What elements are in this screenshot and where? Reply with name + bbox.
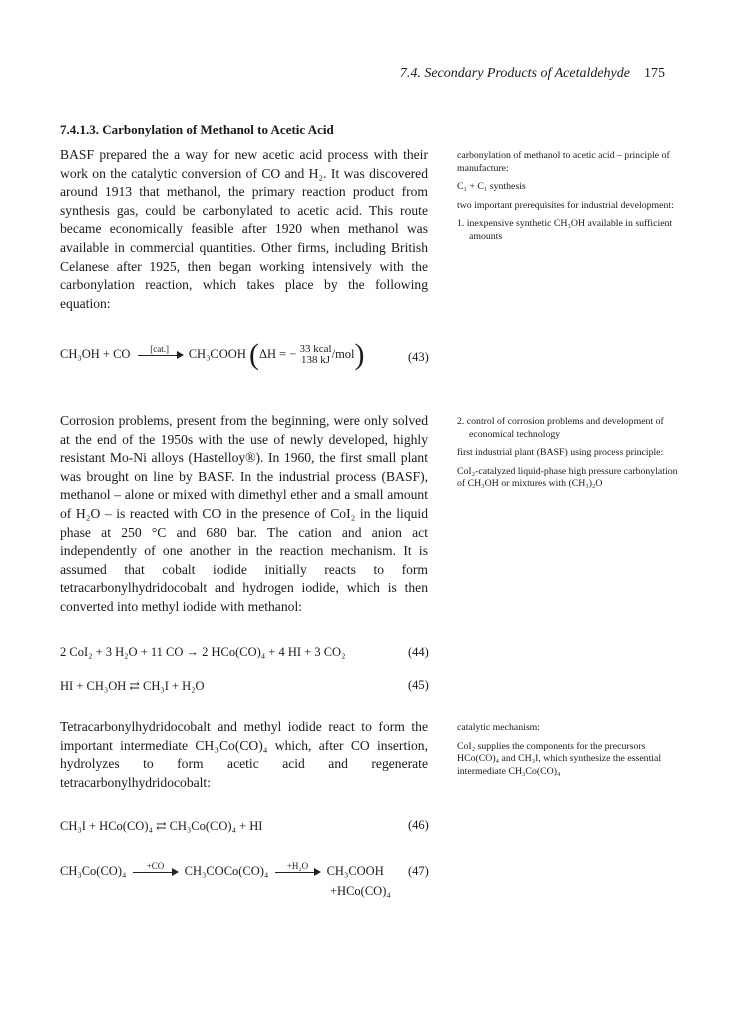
margin-notes-3 (457, 722, 685, 784)
margin-note: first industrial plant (BASF) using process principle: (457, 447, 664, 459)
eq43-right: CH₃COOH (188, 346, 246, 361)
eq43-catalyst: [cat.] (150, 343, 169, 354)
margin-note: CoI₂ supplies the components for the precursors HCo(CO)₄ and CH₃I, which synthesize the essential intermediate CH₃Co(CO)₄ (457, 740, 662, 777)
page-number: 175 (644, 66, 665, 81)
paren-open: ( (248, 338, 259, 371)
paragraph-intro: BASF prepared the a way for new acetic acid process with their work on the catalytic conversion of CO and H₂. It was discovered around 1913 that methanol, the primary reaction product from synthesis gas, could be carbonylated to acetic acid. This route became economically feasible after 1920 when methanol was available in commercial quantities. Other firms, including British Celanese after 1925, then began working intensively with the carbonylation reaction, which takes place by the following equation: (60, 147, 428, 311)
eq47-arrow2-label: +H₂O (286, 860, 309, 871)
eq43-number: (43) (408, 350, 429, 364)
margin-note: two important prerequisites for industrial development: (457, 199, 674, 211)
eq47-end: CH₃COOH (326, 864, 384, 878)
paragraph-mechanism: Tetracarbonylhydridocobalt and methyl iodide react to form the important intermediate CH₃Co(CO)₄ which, after CO insertion, hydrolyzes to form acetic acid and regenerate tetracarbonylhydridocobalt: (60, 719, 428, 790)
reaction-arrow (138, 343, 182, 356)
margin-note: carbonylation of methanol to acetic acid – principle of manufacture: (457, 150, 670, 174)
eq47-start: CH₃Co(CO)₄ (60, 864, 127, 878)
margin-note: catalytic mechanism: (457, 722, 540, 733)
running-header: 7.4. Secondary Products of Acetaldehyde (399, 66, 630, 81)
equation-47 (60, 860, 384, 879)
eq43-dh-values (300, 344, 332, 366)
margin-notes-1 (457, 150, 685, 250)
eq47-byproduct: +HCo(CO)₄ (330, 884, 391, 898)
margin-note: 2. control of corrosion problems and development of economical technology (457, 416, 664, 440)
margin-note: 1. inexpensive synthetic CH₃OH available in sufficient amounts (457, 218, 673, 242)
eq44-number: (44) (408, 645, 429, 659)
eq43-dh-unit: /mol (331, 346, 355, 361)
eq47-arrow1-label: +CO (146, 860, 165, 871)
equation-45: HI + CH₃OH ⇄ CH₃I + H₂O (60, 679, 205, 693)
reaction-arrow (133, 860, 177, 873)
eq43-dh-top: 33 kcal (299, 343, 332, 355)
equation-44: 2 CoI₂ + 3 H₂O + 11 CO → 2 HCo(CO)₄ + 4 HI + 3 CO₂ (60, 645, 346, 659)
paragraph-corrosion: Corrosion problems, present from the beginning, were only solved at the end of the 1950s with the use of newly developed, highly resistant Mo-Ni alloys (Hastelloy®). In 1960, the first small plant was brought on line by BASF. In the industrial process (BASF), methanol – alone or mixed with dimethyl ether and a small amount of H₂O – is reacted with CO in the presence of CoI₂ in the liquid phase at 250 °C and 680 bar. The cation and anion act independently of one another in the reaction mechanism. It is assumed that cobalt iodide initially reacts to form tetracarbonylhydridocobalt and hydrogen iodide, which is then converted into methyl iodide with methanol: (60, 413, 428, 614)
eq43-dh-bottom: 138 kJ (301, 354, 331, 366)
margin-notes-2 (457, 416, 685, 497)
margin-note: C₁ + C₁ synthesis (457, 181, 526, 193)
eq43-dh-label: ΔH = − (258, 346, 297, 361)
reaction-arrow (275, 860, 319, 873)
section-title: 7.4.1.3. Carbonylation of Methanol to Acetic Acid (60, 122, 334, 137)
eq45-number: (45) (408, 678, 429, 692)
eq47-number: (47) (408, 864, 429, 878)
equation-46: CH₃I + HCo(CO)₄ ⇄ CH₃Co(CO)₄ + HI (60, 819, 263, 833)
margin-note: CoI₂-catalyzed liquid-phase high pressure carbonylation of CH₃OH or mixtures with (CH₃)₂O (457, 465, 678, 490)
eq47-middle: CH₃COCo(CO)₄ (184, 864, 269, 878)
paren-close: ) (354, 338, 365, 371)
equation-43 (60, 338, 365, 372)
eq46-number: (46) (408, 818, 429, 832)
eq43-left: CH₃OH + CO (60, 346, 131, 361)
